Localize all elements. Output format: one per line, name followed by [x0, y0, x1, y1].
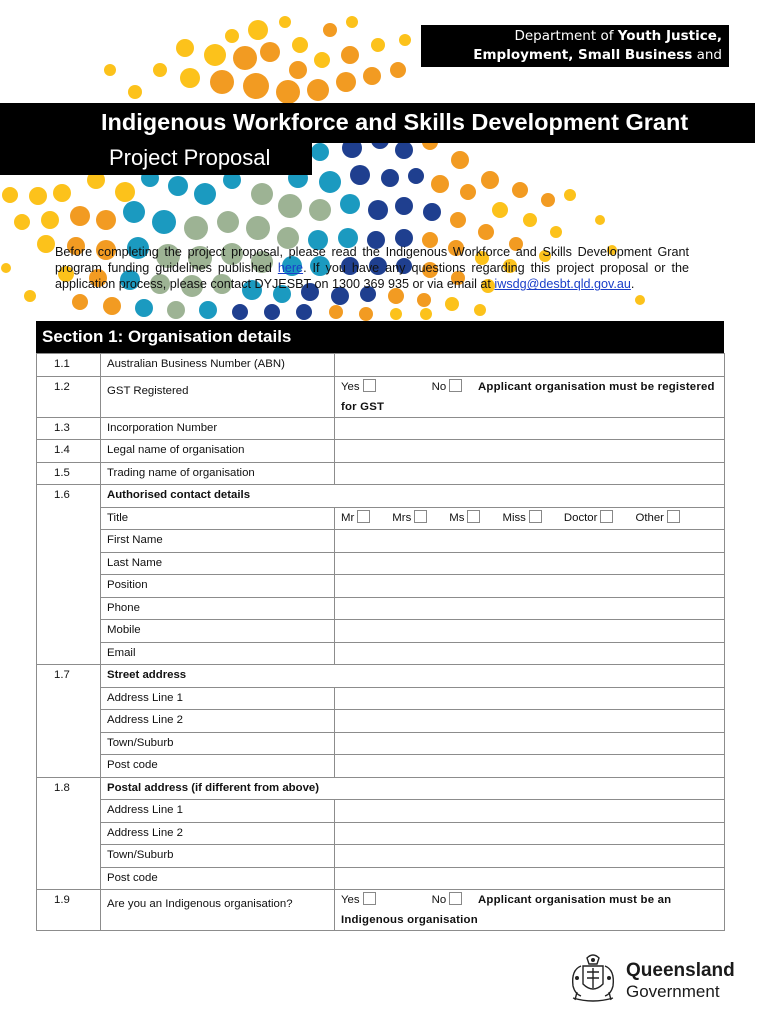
- decorative-dot: [217, 211, 239, 233]
- table-row: [37, 845, 725, 868]
- position-label: Position: [101, 575, 335, 598]
- decorative-dot: [37, 235, 55, 253]
- decorative-dot: [232, 304, 248, 320]
- section-1-header: [36, 321, 724, 353]
- legal-name-label: Legal name of organisation: [101, 440, 335, 463]
- decorative-dot: [276, 80, 300, 104]
- decorative-dot: [595, 215, 605, 225]
- decorative-dot: [390, 62, 406, 78]
- decorative-dot: [278, 194, 302, 218]
- postal-address-line2-field[interactable]: [335, 822, 725, 845]
- decorative-dot: [341, 46, 359, 64]
- decorative-dot: [128, 85, 142, 99]
- decorative-dot: [460, 184, 476, 200]
- gst-label: GST Registered: [101, 376, 335, 417]
- postal-town-field[interactable]: [335, 845, 725, 868]
- decorative-dot: [29, 187, 47, 205]
- document-subtitle: Project Proposal: [109, 145, 271, 170]
- title-ms-checkbox[interactable]: [467, 510, 480, 523]
- row-number: 1.5: [37, 462, 101, 485]
- title-mrs-checkbox[interactable]: [414, 510, 427, 523]
- street-address-line2-label: Address Line 2: [101, 710, 335, 733]
- phone-label: Phone: [101, 597, 335, 620]
- guidelines-link[interactable]: here: [277, 261, 304, 276]
- decorative-dot: [395, 197, 413, 215]
- table-row: [37, 822, 725, 845]
- street-address-heading: Street address: [101, 665, 725, 688]
- department-banner: Department of Youth Justice, Employment, Small Business and Training: [421, 25, 729, 67]
- decorative-dot: [314, 52, 330, 68]
- decorative-dot: [248, 20, 268, 40]
- decorative-dot: [279, 16, 291, 28]
- decorative-dot: [408, 168, 424, 184]
- indigenous-no-checkbox[interactable]: [449, 892, 462, 905]
- decorative-dot: [103, 297, 121, 315]
- decorative-dot: [350, 165, 370, 185]
- decorative-dot: [70, 206, 90, 226]
- decorative-dot: [251, 183, 273, 205]
- section-1-heading: Section 1: Organisation details: [42, 327, 292, 346]
- indigenous-yes-checkbox[interactable]: [363, 892, 376, 905]
- decorative-dot: [14, 214, 30, 230]
- street-address-line1-label: Address Line 1: [101, 687, 335, 710]
- decorative-dot: [53, 184, 71, 202]
- mobile-field[interactable]: [335, 620, 725, 643]
- table-row: [37, 376, 725, 417]
- decorative-dot: [309, 199, 331, 221]
- last-name-label: Last Name: [101, 552, 335, 575]
- decorative-dot: [1, 263, 11, 273]
- document-subtitle-bar: [0, 142, 312, 175]
- decorative-dot: [423, 203, 441, 221]
- decorative-dot: [135, 299, 153, 317]
- logo-word-government: Government: [626, 982, 720, 1001]
- table-row: [37, 755, 725, 778]
- logo-word-queensland: Queensland: [626, 960, 735, 981]
- decorative-dot: [246, 216, 270, 240]
- decorative-dot: [168, 176, 188, 196]
- gst-options: Yes No Applicant organisation must be registered for GST: [335, 376, 725, 417]
- mobile-label: Mobile: [101, 620, 335, 643]
- decorative-dot: [184, 216, 208, 240]
- street-address-line1-field[interactable]: [335, 687, 725, 710]
- row-number: 1.9: [37, 890, 101, 931]
- decorative-dot: [199, 301, 217, 319]
- decorative-dot: [289, 61, 307, 79]
- street-postcode-label: Post code: [101, 755, 335, 778]
- decorative-dot: [474, 304, 486, 316]
- authorised-contact-heading: Authorised contact details: [101, 485, 725, 508]
- decorative-dot: [512, 182, 528, 198]
- last-name-field[interactable]: [335, 552, 725, 575]
- decorative-dot: [204, 44, 226, 66]
- decorative-dot: [492, 202, 508, 218]
- legal-name-field[interactable]: [335, 440, 725, 463]
- decorative-dot: [445, 297, 459, 311]
- decorative-dot: [336, 72, 356, 92]
- postal-address-heading: Postal address (if different from above): [101, 777, 725, 800]
- row-number: 1.6: [37, 485, 101, 665]
- row-number: 1.3: [37, 417, 101, 440]
- table-row: [37, 732, 725, 755]
- decorative-dot: [541, 193, 555, 207]
- abn-field[interactable]: [335, 354, 725, 377]
- decorative-dot: [180, 68, 200, 88]
- decorative-dot: [153, 63, 167, 77]
- table-row: [37, 687, 725, 710]
- first-name-label: First Name: [101, 530, 335, 553]
- decorative-dot: [450, 212, 466, 228]
- decorative-dot: [2, 187, 18, 203]
- decorative-dot: [399, 34, 411, 46]
- intro-paragraph: Before completing the project proposal, please read the Indigenous Workforce and Skills Development Grant program funding guidelines published here. If you have any questions regarding this project proposal or the application process, please contact DYJESBT on 1300 369 935 or via email at iwsdg@desbt.qld.gov.au.: [55, 245, 689, 292]
- title-label: Title: [101, 507, 335, 530]
- first-name-field[interactable]: [335, 530, 725, 553]
- table-row: [37, 417, 725, 440]
- decorative-dot: [523, 213, 537, 227]
- decorative-dot: [167, 301, 185, 319]
- table-row: [37, 777, 725, 800]
- decorative-dot: [390, 308, 402, 320]
- indigenous-requirement-note: Applicant organisation must be an Indigenous organisation: [341, 894, 672, 926]
- street-address-line2-field[interactable]: [335, 710, 725, 733]
- decorative-dot: [329, 305, 343, 319]
- title-other-checkbox[interactable]: [667, 510, 680, 523]
- decorative-dot: [381, 169, 399, 187]
- table-row: [37, 507, 725, 530]
- street-town-field[interactable]: [335, 732, 725, 755]
- decorative-dot: [104, 64, 116, 76]
- incorporation-number-label: Incorporation Number: [101, 417, 335, 440]
- decorative-dot: [176, 39, 194, 57]
- decorative-dot: [420, 308, 432, 320]
- table-row: [37, 710, 725, 733]
- decorative-dot: [564, 189, 576, 201]
- decorative-dot: [233, 46, 257, 70]
- decorative-dot: [451, 151, 469, 169]
- postal-address-line2-label: Address Line 2: [101, 822, 335, 845]
- decorative-dot: [296, 304, 312, 320]
- table-row: [37, 665, 725, 688]
- decorative-dot: [417, 293, 431, 307]
- gst-requirement-note: Applicant organisation must be registered for GST: [341, 380, 715, 413]
- table-row: [37, 575, 725, 598]
- title-miss-checkbox[interactable]: [529, 510, 542, 523]
- organisation-details-table: [36, 353, 725, 931]
- table-row: [37, 867, 725, 890]
- title-options: Mr Mrs Ms Miss Doctor Other: [335, 507, 725, 530]
- table-row: [37, 620, 725, 643]
- coat-of-arms-icon: [565, 952, 621, 1006]
- decorative-dot: [323, 23, 337, 37]
- decorative-dot: [340, 194, 360, 214]
- decorative-dot: [359, 307, 373, 321]
- row-number: 1.8: [37, 777, 101, 890]
- decorative-dot: [152, 210, 176, 234]
- indigenous-org-options: Yes No Applicant organisation must be an Indigenous organisation: [335, 890, 725, 931]
- decorative-dot: [260, 42, 280, 62]
- indigenous-org-label: Are you an Indigenous organisation?: [101, 890, 335, 931]
- decorative-dot: [550, 226, 562, 238]
- table-row: [37, 800, 725, 823]
- table-row: [37, 354, 725, 377]
- decorative-dot: [371, 38, 385, 52]
- email-link[interactable]: iwsdg@desbt.qld.gov.au: [494, 277, 631, 292]
- decorative-dot: [210, 70, 234, 94]
- decorative-dot: [243, 73, 269, 99]
- decorative-dot: [478, 224, 494, 240]
- street-town-label: Town/Suburb: [101, 732, 335, 755]
- table-row: [37, 597, 725, 620]
- email-label: Email: [101, 642, 335, 665]
- decorative-dot: [96, 210, 116, 230]
- decorative-dot: [311, 143, 329, 161]
- abn-label: Australian Business Number (ABN): [101, 354, 335, 377]
- table-row: [37, 890, 725, 931]
- decorative-dot: [431, 175, 449, 193]
- incorporation-number-field[interactable]: [335, 417, 725, 440]
- decorative-dot: [24, 290, 36, 302]
- row-number: 1.7: [37, 665, 101, 778]
- postal-town-label: Town/Suburb: [101, 845, 335, 868]
- decorative-dot: [319, 171, 341, 193]
- decorative-dot: [368, 200, 388, 220]
- row-number: 1.2: [37, 376, 101, 417]
- email-field[interactable]: [335, 642, 725, 665]
- document-title: Indigenous Workforce and Skills Development Grant: [101, 109, 689, 135]
- postal-postcode-label: Post code: [101, 867, 335, 890]
- decorative-dot: [292, 37, 308, 53]
- queensland-government-logo: [565, 952, 735, 1006]
- decorative-dot: [363, 67, 381, 85]
- row-number: 1.1: [37, 354, 101, 377]
- decorative-dot: [41, 211, 59, 229]
- table-row: [37, 530, 725, 553]
- decorative-dot: [72, 294, 88, 310]
- position-field[interactable]: [335, 575, 725, 598]
- street-postcode-field[interactable]: [335, 755, 725, 778]
- decorative-dot: [194, 183, 216, 205]
- gst-yes-checkbox[interactable]: [363, 379, 376, 392]
- document-title-bar: [0, 103, 755, 143]
- postal-address-line1-field[interactable]: [335, 800, 725, 823]
- decorative-dot: [395, 141, 413, 159]
- postal-postcode-field[interactable]: [335, 867, 725, 890]
- postal-address-line1-label: Address Line 1: [101, 800, 335, 823]
- decorative-dot: [481, 171, 499, 189]
- decorative-dot: [635, 295, 645, 305]
- decorative-dot: [115, 182, 135, 202]
- gst-no-checkbox[interactable]: [449, 379, 462, 392]
- decorative-dot: [264, 304, 280, 320]
- row-number: 1.4: [37, 440, 101, 463]
- table-row: [37, 552, 725, 575]
- decorative-dot: [123, 201, 145, 223]
- trading-name-field[interactable]: [335, 462, 725, 485]
- title-mr-checkbox[interactable]: [357, 510, 370, 523]
- table-row: [37, 642, 725, 665]
- decorative-dot: [225, 29, 239, 43]
- title-doctor-checkbox[interactable]: [600, 510, 613, 523]
- decorative-dot: [346, 16, 358, 28]
- table-row: [37, 485, 725, 508]
- table-row: [37, 462, 725, 485]
- trading-name-label: Trading name of organisation: [101, 462, 335, 485]
- decorative-dot: [307, 79, 329, 101]
- phone-field[interactable]: [335, 597, 725, 620]
- table-row: [37, 440, 725, 463]
